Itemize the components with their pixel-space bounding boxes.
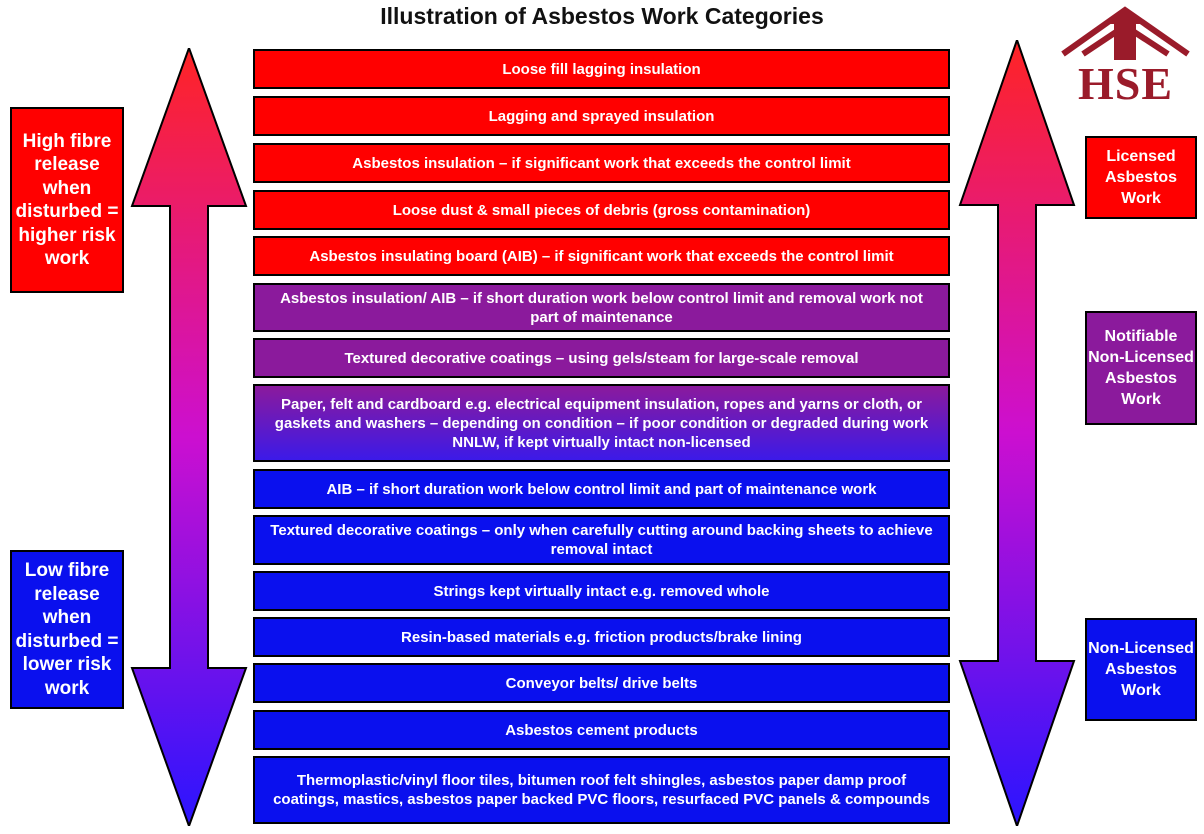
hse-logo-text: HSE [1077, 58, 1174, 109]
low-risk-label-text: Low fibre release when disturbed = lower risk work [15, 560, 119, 699]
work-item [253, 143, 950, 183]
work-item [253, 384, 950, 462]
hse-house-emblem-icon [1058, 2, 1193, 62]
work-item [253, 96, 950, 136]
right-category-double-arrow-icon [958, 40, 1076, 826]
work-item-text: Resin-based materials e.g. friction products/brake lining [401, 628, 802, 646]
work-item [253, 515, 950, 565]
work-item-text: Strings kept virtually intact e.g. removed whole [433, 582, 770, 600]
work-item-text: Asbestos insulating board (AIB) – if significant work that exceeds the control limit [309, 247, 894, 265]
work-item [253, 190, 950, 230]
work-item [253, 756, 950, 824]
work-item [253, 571, 950, 611]
work-item-text: Textured decorative coatings – only when carefully cutting around backing sheets to achieve removal intact [270, 522, 933, 558]
work-item-text: Thermoplastic/vinyl floor tiles, bitumen roof felt shingles, asbestos paper damp proof coatings, mastics, asbestos paper backed PVC floors, resurfaced PVC panels & compounds [273, 772, 930, 808]
work-item [253, 49, 950, 89]
work-item-text: Loose fill lagging insulation [502, 60, 701, 78]
non-licensed-work-label-text: Non-Licensed Asbestos Work [1088, 640, 1194, 699]
work-item-text: Textured decorative coatings – using gels/steam for large-scale removal [344, 349, 859, 367]
work-item-text: Conveyor belts/ drive belts [505, 674, 698, 692]
work-item [253, 469, 950, 509]
work-item [253, 617, 950, 657]
high-risk-label-text: High fibre release when disturbed = higher risk work [15, 130, 119, 269]
non-licensed-work-label [1085, 618, 1197, 721]
licensed-work-label-text: Licensed Asbestos Work [1104, 148, 1178, 207]
high-risk-label [10, 107, 124, 293]
work-item [253, 663, 950, 703]
notifiable-non-licensed-work-label [1085, 311, 1197, 425]
work-item [253, 338, 950, 378]
work-item-text: Loose dust & small pieces of debris (gross contamination) [392, 201, 811, 219]
notifiable-work-label-text: Notifiable Non-Licensed Asbestos Work [1088, 328, 1194, 408]
work-item-text: Lagging and sprayed insulation [488, 107, 715, 125]
low-risk-label [10, 550, 124, 709]
work-item [253, 710, 950, 750]
work-item [253, 283, 950, 332]
work-item-text: AIB – if short duration work below control limit and part of maintenance work [326, 480, 877, 498]
page-title: Illustration of Asbestos Work Categories [380, 3, 824, 29]
licensed-work-label [1085, 136, 1197, 219]
work-item-text: Asbestos insulation – if significant work that exceeds the control limit [352, 154, 851, 172]
work-item-text: Asbestos insulation/ AIB – if short duration work below control limit and removal work not part of maintenance [280, 289, 923, 326]
left-risk-double-arrow-icon [130, 48, 248, 826]
work-item-text: Asbestos cement products [505, 721, 698, 739]
work-item-text: Paper, felt and cardboard e.g. electrical equipment insulation, ropes and yarns or cloth, or gaskets and washers – depending on condition – if poor condition or degraded during work NNLW, if kept virtually intact non-licensed [274, 395, 929, 451]
hse-logo [1058, 2, 1193, 108]
work-item [253, 236, 950, 276]
